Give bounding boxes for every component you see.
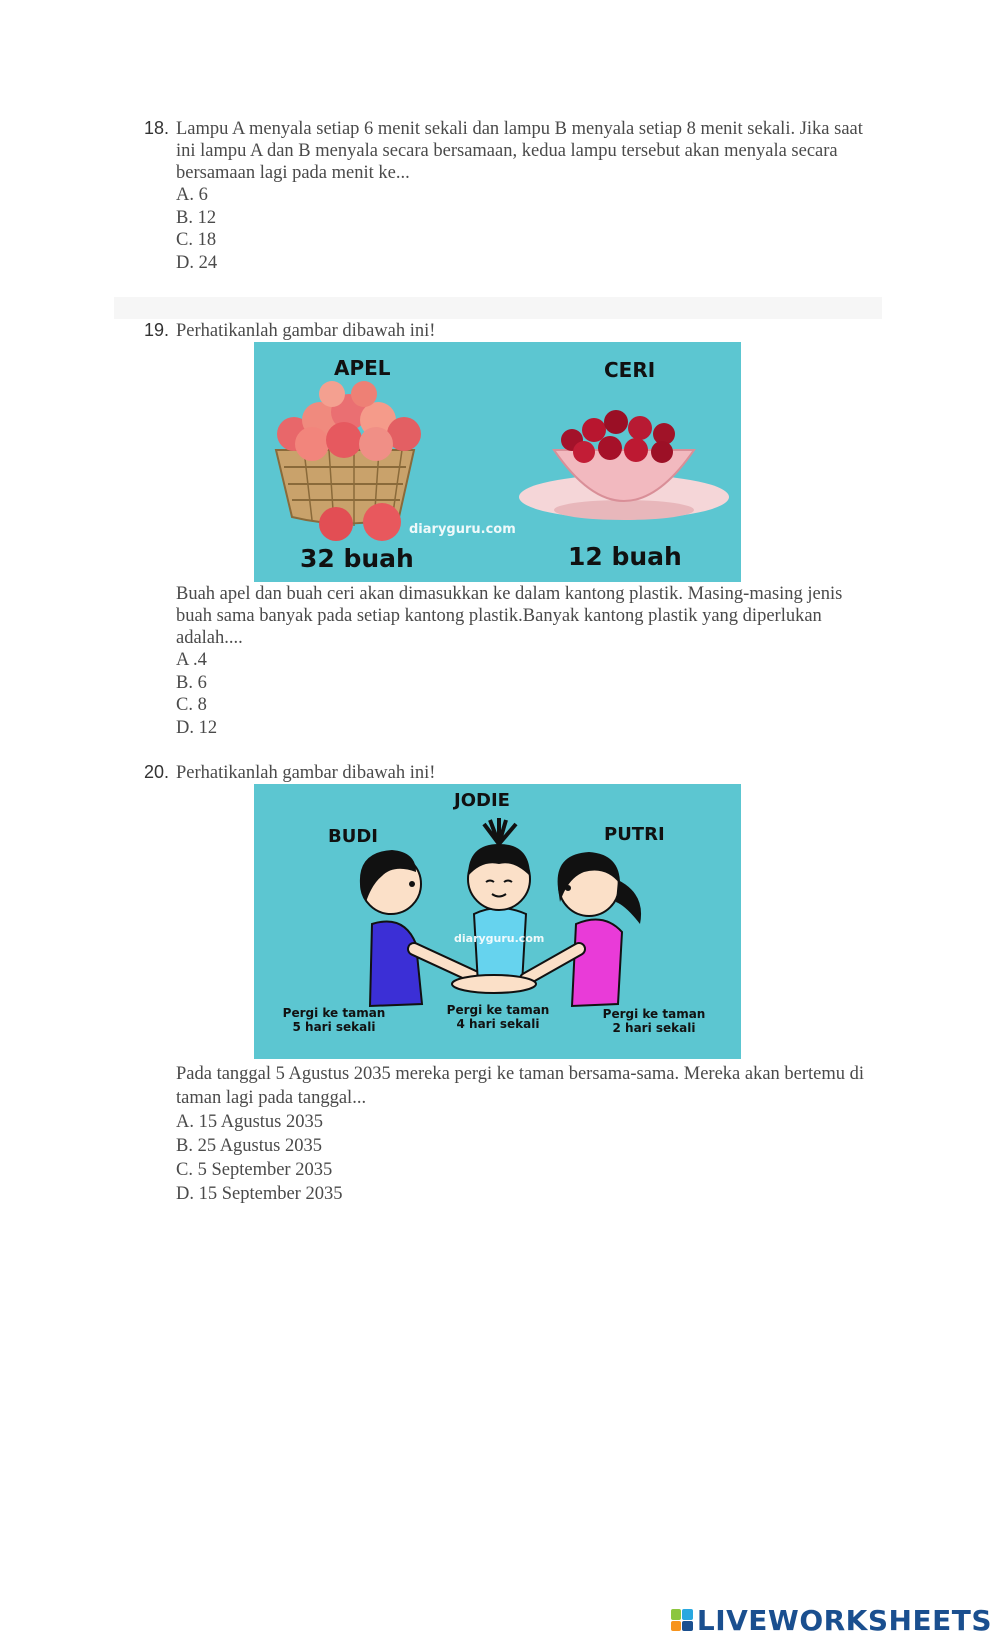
question-text: Pada tanggal 5 Agustus 2035 mereka pergi ke taman bersama-sama. Mereka akan bertemu di taman lagi pada tanggal... — [176, 1064, 865, 1108]
name-budi: BUDI — [328, 826, 378, 847]
question-20 — [144, 762, 874, 784]
option-d[interactable]: D. 12 — [176, 717, 218, 738]
cherry-label: CERI — [604, 358, 656, 382]
girl-putri-icon — [526, 852, 641, 1006]
fruit-image — [254, 342, 741, 582]
option-b[interactable]: B. 6 — [176, 672, 207, 693]
option-d[interactable]: D. 24 — [176, 252, 218, 273]
caption-budi: Pergi ke taman 5 hari sekali — [282, 1006, 386, 1034]
liveworksheets-grid-icon — [671, 1609, 693, 1631]
section-divider — [114, 297, 882, 319]
question-text: Buah apel dan buah ceri akan dimasukkan ke dalam kantong plastik. Masing-masing jenis buah sama banyak pada setiap kantong plastik.Banyak kantong plastik yang diperlukan adalah.... — [176, 584, 843, 648]
option-a[interactable]: A. 6 — [176, 185, 208, 205]
joined-hands-icon — [452, 975, 536, 993]
question-intro: Perhatikanlah gambar dibawah ini! — [176, 321, 436, 341]
option-a[interactable]: A. 15 Agustus 2035 — [176, 1112, 323, 1132]
question-number: 20. — [144, 762, 170, 782]
cherry-bowl-icon — [519, 410, 729, 520]
question-text: Lampu A menyala setiap 6 menit sekali dan lampu B menyala setiap 8 menit sekali. Jika saat ini lampu A dan B menyala secara bersamaan, kedua lampu tersebut akan menyala secara bersamaan lagi pada menit ke... — [176, 119, 863, 183]
option-c[interactable]: C. 5 September 2035 — [176, 1160, 333, 1180]
girl-jodie-icon — [468, 818, 530, 984]
name-putri: PUTRI — [604, 824, 665, 845]
question-19 — [144, 320, 874, 342]
caption-putri: Pergi ke taman 2 hari sekali — [602, 1007, 706, 1035]
apple-label: APEL — [334, 356, 391, 380]
option-c[interactable]: C. 8 — [176, 695, 207, 715]
children-image — [254, 784, 741, 1059]
apple-basket-icon — [276, 381, 421, 541]
apple-count: 32 buah — [300, 544, 414, 573]
watermark: diaryguru.com — [454, 932, 545, 945]
logo-text: LIVEWORKSHEETS — [696, 1603, 992, 1637]
option-b[interactable]: B. 12 — [176, 207, 217, 228]
option-c[interactable]: C. 18 — [176, 230, 217, 250]
option-d[interactable]: D. 15 September 2035 — [176, 1184, 343, 1204]
question-20-body — [144, 1062, 874, 1206]
caption-jodie: Pergi ke taman 4 hari sekali — [446, 1003, 550, 1031]
question-number: 18. — [144, 118, 170, 138]
question-number: 19. — [144, 320, 170, 340]
liveworksheets-logo[interactable] — [671, 1603, 992, 1637]
option-a[interactable]: A .4 — [176, 650, 207, 670]
watermark: diaryguru.com — [409, 522, 516, 537]
question-19-body — [144, 583, 874, 739]
option-b[interactable]: B. 25 Agustus 2035 — [176, 1136, 322, 1156]
question-intro: Perhatikanlah gambar dibawah ini! — [176, 763, 436, 783]
question-18 — [144, 118, 874, 274]
cherry-count: 12 buah — [568, 542, 682, 571]
name-jodie: JODIE — [454, 790, 510, 811]
